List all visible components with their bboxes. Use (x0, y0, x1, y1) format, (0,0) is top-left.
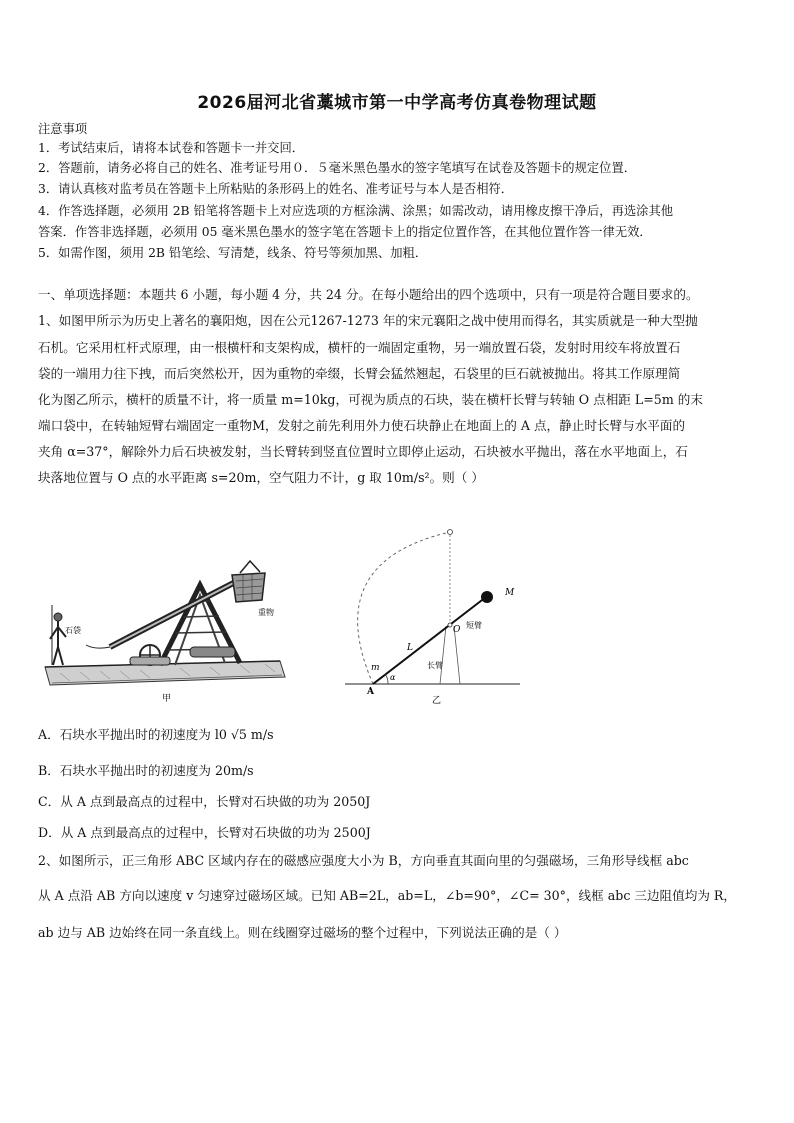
q2-text-line: 2、如图所示，正三角形 ABC 区域内存在的磁感应强度大小为 B，方向垂直其面向里的匀强磁场，三角形导线框 abc (38, 853, 689, 868)
notice-item: 3．请认真核对监考员在答题卡上所粘贴的条形码上的姓名、准考证号与本人是否相符． (38, 182, 514, 196)
short-arm-label: 短臂 (466, 621, 482, 630)
choice-a: A．石块水平抛出时的初速度为 l0 √5 m/s (38, 727, 274, 742)
A-label: A (367, 687, 374, 697)
trebuchet-illustration (40, 555, 290, 705)
q1-text-line: 端口袋中，在转轴短臂右端固定一重物M，发射之前先利用外力使石块静止在地面上的 A 点，静止时长臂与水平面的 (38, 418, 686, 433)
notice-item: 2．答题前，请务必将自己的姓名、准考证号用０．５毫米黑色墨水的签字笔填写在试卷及答题卡的规定位置． (38, 161, 637, 175)
q1-text-line: 化为图乙所示，横杆的质量不计，将一质量 m=10kg，可视为质点的石块，装在横杆长臂与转轴 O 点相距 L=5m 的末 (38, 392, 703, 407)
q2-text-line: ab 边与 AB 边始终在同一条直线上。则在线圈穿过磁场的整个过程中，下列说法正确的是（ ） (38, 925, 567, 940)
q1-text-line: 石机。它采用杠杆式原理，由一根横杆和支架构成，横杆的一端固定重物，另一端放置石袋，发射时用绞车将放置石 (38, 340, 681, 355)
choice-d: D．从 A 点到最高点的过程中，长臂对石块做的功为 2500J (38, 825, 371, 840)
q1-text-line: 袋的一端用力往下拽，而后突然松开，因为重物的牵缀，长臂会猛然翘起，石袋里的巨石就被抛出。将其工作原理简 (38, 366, 681, 381)
figure-yi-caption: 乙 (432, 696, 442, 706)
L-label: L (407, 643, 413, 653)
notice-item: 答案．作答非选择题，必须用 05 毫米黑色墨水的签字笔在答题卡上的指定位置作答，在其他位置作答一律无效． (38, 225, 652, 239)
q1-text-line: 1、如图甲所示为历史上著名的襄阳炮，因在公元1267-1273 年的宋元襄阳之战中使用而得名，其实质就是一种大型抛 (38, 313, 698, 328)
weight-label: 重物 (258, 608, 274, 617)
notice-item: 1．考试结束后，请将本试卷和答题卡一并交回． (38, 141, 305, 155)
notice-item: 5．如需作图，须用 2B 铅笔绘、写清楚，线条、符号等须加黑、加粗． (38, 246, 428, 260)
M-label: M (505, 588, 515, 598)
page-title: 2026届河北省藁城市第一中学高考仿真卷物理试题 (197, 93, 597, 113)
notice-heading: 注意事项 (38, 122, 88, 136)
q1-text-line: 夹角 α=37°，解除外力后石块被发射，当长臂转到竖直位置时立即停止运动，石块被水平抛出，落在水平地面上，石 (38, 444, 688, 459)
section-heading: 一、单项选择题：本题共 6 小题，每小题 4 分，共 24 分。在每小题给出的四个选项中，只有一项是符合题目要求的。 (38, 287, 699, 302)
choice-c: C．从 A 点到最高点的过程中，长臂对石块做的功为 2050J (38, 794, 371, 809)
q1-text-line: 块落地位置与 O 点的水平距离 s=20m，空气阻力不计，g 取 10m/s²。则（ ） (38, 470, 484, 485)
m-label: m (371, 663, 380, 673)
long-arm-label: 长臂 (427, 661, 443, 670)
schematic-diagram (340, 522, 530, 707)
notice-item: 4．作答选择题，必须用 2B 铅笔将答题卡上对应选项的方框涂满、涂黑；如需改动，请用橡皮擦干净后，再选涂其他 (38, 204, 674, 218)
q2-text-line: 从 A 点沿 AB 方向以速度 v 匀速穿过磁场区域。已知 AB=2L，ab=L，∠b=90°，∠C= 30°，线框 abc 三边阻值均为 R， (38, 888, 737, 903)
O-label: O (453, 625, 461, 635)
choice-b: B．石块水平抛出时的初速度为 20m/s (38, 763, 254, 778)
figure-jia-caption: 甲 (162, 694, 172, 704)
stone-bag-label: 石袋 (65, 626, 81, 635)
alpha-label: α (390, 673, 396, 682)
